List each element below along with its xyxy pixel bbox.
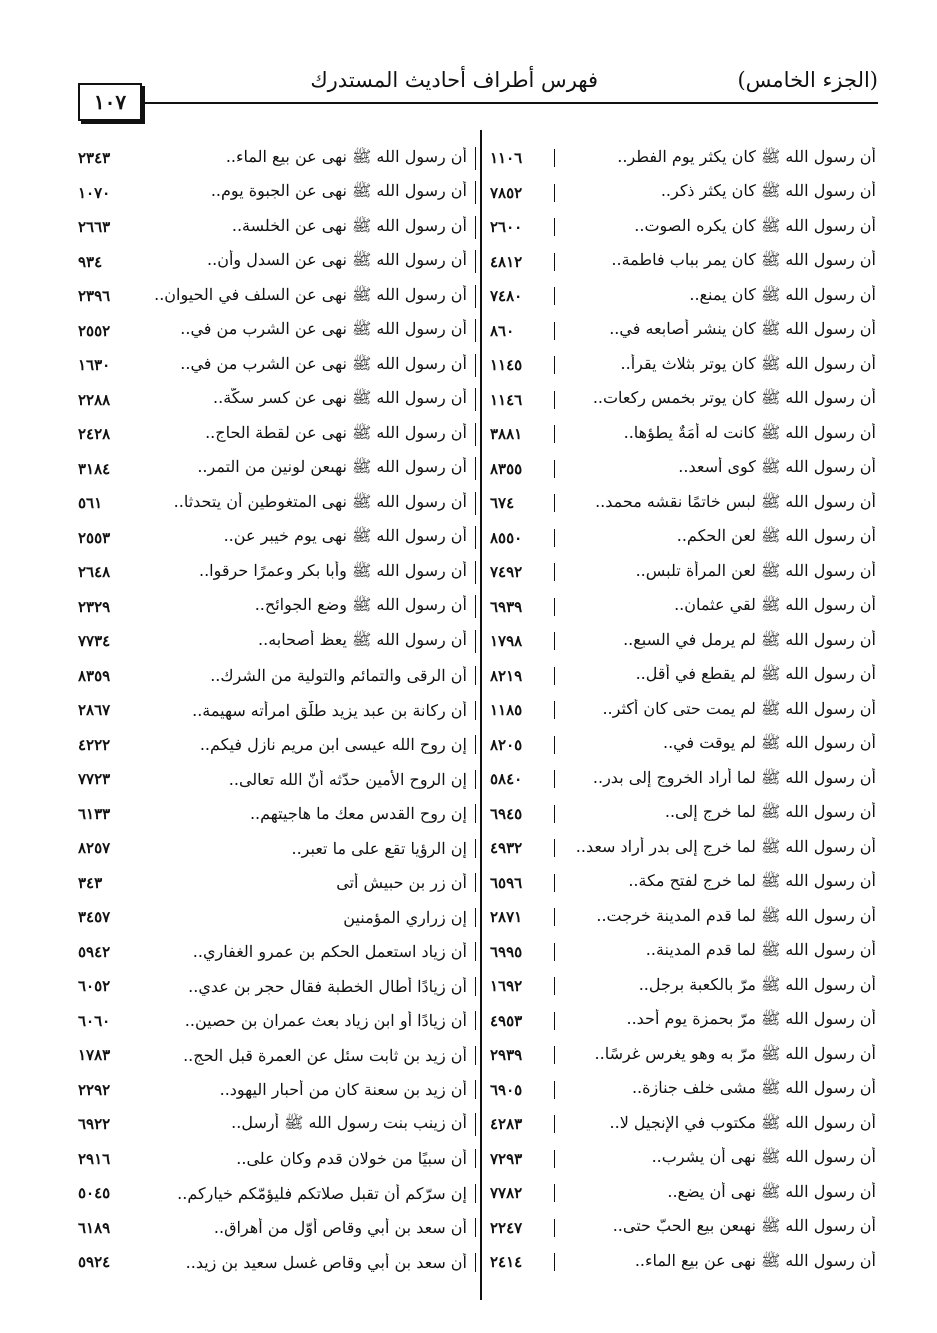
index-entry: [480, 314, 878, 349]
entry-number: ٤٩٣٢: [480, 839, 555, 857]
index-entry: [480, 797, 878, 832]
entry-number: ١١٠٦: [480, 149, 555, 167]
entry-number: ٧٨٥٢: [480, 184, 555, 202]
entry-text: أن رسول الله ﷺ نهى أن يشرب..: [651, 1147, 876, 1167]
index-entry: [480, 866, 878, 901]
entry-number: ٧٧٢٣: [78, 770, 111, 789]
index-entry: [78, 141, 476, 176]
entry-number: ٥٨٤٠: [480, 770, 555, 788]
entry-text: أن زيد بن ثابت سئل عن العمرة قبل الحج..: [142, 1046, 476, 1065]
entry-number: ٣٤٣: [78, 873, 103, 892]
index-entry: [480, 659, 878, 694]
entry-number: ٧٧٨٢: [480, 1184, 555, 1202]
entry-text: أن زر بن حبيش أتى: [142, 873, 476, 892]
entry-text: إن الروح الأمين حدّثه أنّ الله تعالى..: [142, 770, 476, 789]
entry-text: إن روح القدس معك ما هاجيتهم..: [142, 804, 476, 823]
index-entry: [78, 1142, 476, 1177]
entry-text: أن سبيًا من خولان قدم وكان على..: [142, 1149, 476, 1168]
entry-text: أن رسول الله ﷺ نهى عن بيع الماء..: [142, 147, 476, 170]
entry-number: ٢٣٩٦: [78, 287, 111, 306]
entry-number: ٨٥٥٠: [480, 529, 555, 547]
index-entry: [78, 693, 476, 728]
entry-text: أن رسول الله ﷺ كان يكثر ذكر..: [660, 181, 876, 201]
entry-number: ٧٢٩٣: [480, 1150, 555, 1168]
index-entry: [78, 659, 476, 694]
index-entry: [78, 831, 476, 866]
index-entry: [480, 348, 878, 383]
entry-text: أن رسول الله ﷺ كان يمنع..: [689, 284, 876, 304]
entry-number: ٢٤١٤: [480, 1253, 555, 1271]
index-entry: [480, 1176, 878, 1211]
entry-number: ٨٢١٩: [480, 667, 555, 685]
header-divider: [140, 102, 878, 104]
entry-text: أن رسول الله ﷺ نهى عن الجبوة يوم..: [142, 181, 476, 204]
entry-number: ٢٥٥٣: [78, 528, 111, 547]
entry-text: أن رسول الله ﷺ نهى عن الشرب من في..: [142, 319, 476, 342]
index-entry: [480, 900, 878, 935]
entry-text: أن زيادًا أو ابن زياد بعث عمران بن حصين..: [142, 1011, 476, 1030]
index-entry: [480, 1142, 878, 1177]
entry-number: ٢٢٨٨: [78, 390, 111, 409]
index-entry: [480, 279, 878, 314]
index-entry: [480, 590, 878, 625]
entry-text: أن زيادًا أطال الخطبة فقال حجر بن عدي..: [142, 977, 476, 996]
entry-number: ٢٣٢٩: [78, 597, 111, 616]
entry-number: ٢٤٢٨: [78, 425, 111, 444]
index-entry: [78, 969, 476, 1004]
entry-text: أن رسول الله ﷺ لما خرج إلى بدر أراد سعد..: [575, 836, 876, 856]
entry-number: ٦٩٢٢: [78, 1115, 111, 1134]
index-entry: [480, 969, 878, 1004]
entry-text: أن رسول الله ﷺ كان يوتر بخمس ركعات..: [592, 388, 876, 408]
index-entry: [78, 1073, 476, 1108]
index-entry: [78, 279, 476, 314]
entry-text: أن رسول الله ﷺ نهى عن السدل وأن..: [142, 250, 476, 273]
entry-number: ٩٣٤: [78, 252, 103, 271]
entry-number: ١١٤٦: [480, 391, 555, 409]
entry-number: ٦١٣٣: [78, 804, 111, 823]
entry-number: ٢٥٥٢: [78, 321, 111, 340]
entry-number: ٣١٨٤: [78, 459, 111, 478]
entry-text: أن رسول الله ﷺ لما قدم المدينة خرجت..: [596, 905, 876, 925]
index-entry: [78, 1038, 476, 1073]
entry-text: أن رسول الله ﷺ نهى عن لقطة الحاج..: [142, 423, 476, 446]
index-entry: [78, 728, 476, 763]
page-title: فهرس أطراف أحاديث المستدرك: [310, 68, 598, 92]
index-entry: [78, 1004, 476, 1039]
entry-number: ١٦٩٢: [480, 977, 555, 995]
entry-number: ٢٦٦٣: [78, 218, 111, 237]
entry-number: ٦٧٤: [480, 494, 555, 512]
index-entry: [480, 624, 878, 659]
index-entry: [480, 555, 878, 590]
entry-text: أن رسول الله ﷺ لقي عثمان..: [674, 595, 876, 615]
entry-number: ٢٦٠٠: [480, 218, 555, 236]
entry-number: ٣٨٨١: [480, 425, 555, 443]
entry-number: ١٠٧٠: [78, 183, 111, 202]
index-entry: [78, 555, 476, 590]
index-entry: [480, 728, 878, 763]
index-entry: [480, 245, 878, 280]
entry-text: إن الرؤيا تقع على ما تعبر..: [142, 839, 476, 858]
index-entry: [78, 383, 476, 418]
index-entry: [78, 245, 476, 280]
entry-text: أن رسول الله ﷺ نهى عن الشرب من في..: [142, 354, 476, 377]
entry-text: أن زياد استعمل الحكم بن عمرو الغفاري..: [142, 942, 476, 961]
entry-text: أن رسول الله ﷺ نهى عن بيع الماء..: [634, 1250, 876, 1270]
index-entry: [78, 1245, 476, 1280]
index-entry: [480, 1073, 878, 1108]
entry-number: ١٦٣٠: [78, 356, 111, 375]
index-entry: [78, 900, 476, 935]
index-entry: [480, 417, 878, 452]
index-entry: [480, 383, 878, 418]
entry-number: ٢٢٤٧: [480, 1219, 555, 1237]
index-entry: [78, 866, 476, 901]
entry-text: أن سعد بن أبي وقاص أوّل من أهراق..: [142, 1218, 476, 1237]
entry-number: ٤٨١٢: [480, 253, 555, 271]
entry-text: أن زينب بنت رسول الله ﷺ أرسل..: [142, 1113, 476, 1136]
index-entry: [78, 521, 476, 556]
entry-number: ٢٩١٦: [78, 1149, 111, 1168]
index-entry: [480, 1245, 878, 1280]
right-column: [480, 141, 878, 1280]
entry-number: ٨٣٥٩: [78, 666, 111, 685]
index-entry: [78, 417, 476, 452]
entry-number: ١١٤٥: [480, 356, 555, 374]
entry-number: ٢٩٣٩: [480, 1046, 555, 1064]
index-entry: [480, 831, 878, 866]
entry-text: أن رسول الله ﷺ كان يكثر يوم الفطر..: [617, 146, 876, 166]
entry-number: ٦٩٠٥: [480, 1081, 555, 1099]
index-entry: [78, 1107, 476, 1142]
entry-number: ٨٢٥٧: [78, 839, 111, 858]
entry-text: أن رسول الله ﷺ نهى يوم خيبر عن..: [142, 526, 476, 549]
index-entry: [78, 486, 476, 521]
entry-number: ٦٩٣٩: [480, 598, 555, 616]
left-column: [78, 141, 476, 1280]
entry-text: أن رسول الله ﷺ نهى عن كسر سكّة..: [142, 388, 476, 411]
entry-number: ٧٧٣٤: [78, 632, 111, 651]
volume-label: (الجزء الخامس): [737, 68, 878, 92]
entry-number: ٥٠٤٥: [78, 1184, 111, 1203]
entry-text: إن زراري المؤمنين: [142, 908, 476, 927]
entry-text: أن زيد بن سعنة كان من أحبار اليهود..: [142, 1080, 476, 1099]
entry-text: أن رسول الله ﷺ وأبا بكر وعمرًا حرقوا..: [142, 561, 476, 584]
entry-number: ١٧٩٨: [480, 632, 555, 650]
entry-number: ٢٦٤٨: [78, 563, 111, 582]
index-entry: [480, 1211, 878, 1246]
entry-number: ١١٨٥: [480, 701, 555, 719]
entry-text: إن سرّكم أن تقبل صلاتكم فليؤمّكم خياركم..: [142, 1184, 476, 1203]
entry-number: ٥٩٢٤: [78, 1253, 111, 1272]
index-entry: [78, 314, 476, 349]
entry-text: أن رسول الله ﷺ لم يرمل في السبع..: [623, 629, 876, 649]
entry-number: ٣٤٥٧: [78, 908, 111, 927]
entry-text: أن رسول الله ﷺ كان يمر بباب فاطمة..: [611, 250, 876, 270]
entry-number: ٨٢٠٥: [480, 736, 555, 754]
entry-number: ٦٠٥٢: [78, 977, 111, 996]
entry-number: ٥٩٤٢: [78, 942, 111, 961]
index-entry: [480, 141, 878, 176]
entry-number: ٨٣٥٥: [480, 460, 555, 478]
entry-number: ١٧٨٣: [78, 1046, 111, 1065]
entry-text: أن رسول الله ﷺ مشى خلف جنازة..: [631, 1078, 876, 1098]
entry-text: أن الرقى والتمائم والتولية من الشرك..: [142, 666, 476, 685]
entry-number: ٤٢٨٣: [480, 1115, 555, 1133]
entry-text: أن رسول الله ﷺ لما أراد الخروج إلى بدر..: [592, 767, 876, 787]
index-entry: [78, 935, 476, 970]
entry-text: أن رسول الله ﷺ مرّ بحمزة يوم أحد..: [626, 1009, 876, 1029]
page-number: ١٠٧: [78, 83, 142, 121]
entry-number: ٨٦٠: [480, 322, 555, 340]
entry-text: أن رسول الله ﷺ لما خرج لفتح مكة..: [628, 871, 876, 891]
entry-text: أن رسول الله ﷺ مرّ به وهو يغرس غرسًا..: [594, 1043, 876, 1063]
index-entry: [480, 935, 878, 970]
index-entry: [78, 797, 476, 832]
entry-text: أن رسول الله ﷺ وضع الجوائح..: [142, 595, 476, 618]
entry-number: ٤٩٥٣: [480, 1012, 555, 1030]
entry-text: أن رسول الله ﷺ كانت له أمَةٌ يطؤها..: [623, 422, 876, 442]
index-entry: [480, 1107, 878, 1142]
index-entry: [78, 590, 476, 625]
index-entry: [480, 1038, 878, 1073]
entry-text: أن رسول الله ﷺ لم يوقت في..: [662, 733, 876, 753]
entry-number: ٥٦١: [78, 494, 103, 513]
entry-number: ٦٩٤٥: [480, 805, 555, 823]
index-entry: [78, 1176, 476, 1211]
index-entry: [78, 176, 476, 211]
entry-text: أن رسول الله ﷺ مكتوب في الإنجيل لا..: [609, 1112, 876, 1132]
index-entry: [480, 693, 878, 728]
entry-text: أن رسول الله ﷺ نهىعن بيع الحبّ حتى..: [612, 1216, 876, 1236]
entry-text: أن سعد بن أبي وقاص غسل سعيد بن زيد..: [142, 1253, 476, 1272]
index-entry: [480, 176, 878, 211]
index-entry: [480, 762, 878, 797]
entry-text: أن رسول الله ﷺ كان ينشر أصابعه في..: [609, 319, 876, 339]
entry-number: ٧٤٩٢: [480, 563, 555, 581]
entry-text: أن رسول الله ﷺ لعن المرأة تلبس..: [635, 560, 876, 580]
entry-text: أن رسول الله ﷺ لما خرج إلى..: [664, 802, 876, 822]
index-entry: [78, 1211, 476, 1246]
entry-number: ٦٩٩٥: [480, 943, 555, 961]
page-header: [78, 64, 878, 104]
index-entry: [480, 1004, 878, 1039]
entry-text: أن رسول الله ﷺ يعظ أصحابه..: [142, 630, 476, 653]
index-entry: [78, 348, 476, 383]
entry-number: ٢٢٩٢: [78, 1080, 111, 1099]
entry-text: أن رسول الله ﷺ لم يقطع في أقل..: [635, 664, 876, 684]
entry-text: أن رسول الله ﷺ لعن الحكم..: [676, 526, 876, 546]
entry-text: أن رسول الله ﷺ كان يوتر بثلاث يقرأ..: [620, 353, 876, 373]
entry-number: ٢٨٦٧: [78, 701, 111, 720]
index-entry: [480, 521, 878, 556]
entry-text: أن رسول الله ﷺ كان يكره الصوت..: [634, 215, 876, 235]
entry-number: ٢٨٧١: [480, 908, 555, 926]
index-entry: [480, 486, 878, 521]
entry-text: أن رسول الله ﷺ نهى عن الخلسة..: [142, 216, 476, 239]
entry-number: ٤٢٢٢: [78, 735, 111, 754]
entry-text: أن رسول الله ﷺ لبس خاتمًا نقشه محمد..: [595, 491, 876, 511]
entry-number: ٧٤٨٠: [480, 287, 555, 305]
entry-number: ٢٣٤٣: [78, 149, 111, 168]
entry-number: ٦١٨٩: [78, 1218, 111, 1237]
entry-text: أن ركانة بن عبد يزيد طلّق امرأته سهيمة..: [142, 701, 476, 720]
entry-text: أن رسول الله ﷺ لم يمت حتى كان أكثر..: [602, 698, 876, 718]
entry-text: إن روح الله عيسى ابن مريم نازل فيكم..: [142, 735, 476, 754]
entry-number: ٦٥٩٦: [480, 874, 555, 892]
index-entry: [78, 452, 476, 487]
index-entry: [480, 452, 878, 487]
entry-text: أن رسول الله ﷺ لما قدم المدينة..: [645, 940, 876, 960]
entry-text: أن رسول الله ﷺ نهى المتغوطين أن يتحدثا..: [142, 492, 476, 515]
entry-text: أن رسول الله ﷺ كوى أسعد..: [678, 457, 876, 477]
entry-text: أن رسول الله ﷺ نهى عن السلف في الحيوان..: [142, 285, 476, 308]
index-entry: [78, 210, 476, 245]
index-entry: [78, 762, 476, 797]
index-entry: [480, 210, 878, 245]
index-entry: [78, 624, 476, 659]
entry-text: أن رسول الله ﷺ نهىعن لونين من التمر..: [142, 457, 476, 480]
entry-text: أن رسول الله ﷺ نهى أن يضع..: [667, 1181, 876, 1201]
entry-number: ٦٠٦٠: [78, 1011, 111, 1030]
entry-text: أن رسول الله ﷺ مرّ بالكعبة برجل..: [638, 974, 876, 994]
